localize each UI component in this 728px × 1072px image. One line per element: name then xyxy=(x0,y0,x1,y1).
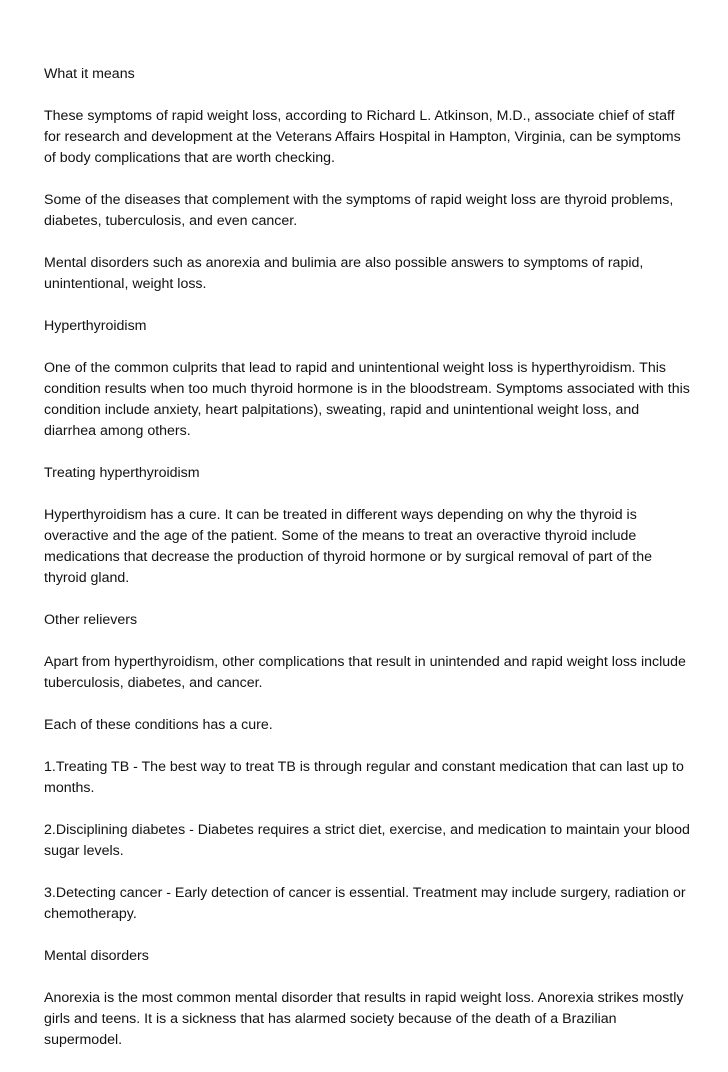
paragraph-mental-disorders-intro: Mental disorders such as anorexia and bulimia are also possible answers to symptoms of rapid, unintentional, weight loss. xyxy=(44,255,644,292)
paragraph-treating-hyperthyroidism: Hyperthyroidism has a cure. It can be treated in different ways depending on why the thyroid is overactive and the age of the patient. Some of the means to treat an overactive thyroid include medications that decrease the production of thyroid hormone or by surgical removal of part of the thyroid gland. xyxy=(44,507,653,586)
heading-mental-disorders: Mental disorders xyxy=(44,948,149,964)
list-item-treating-tb: 1.Treating TB - The best way to treat TB is through regular and constant medication that can last up to months. xyxy=(44,759,684,796)
heading-what-it-means: What it means xyxy=(44,66,135,82)
paragraph-other-relievers: Apart from hyperthyroidism, other complications that result in unintended and rapid weight loss include tuberculosis, diabetes, and cancer. xyxy=(44,654,686,691)
list-item-detecting-cancer: 3.Detecting cancer - Early detection of cancer is essential. Treatment may include surgery, radiation or chemotherapy. xyxy=(44,885,686,922)
paragraph-anorexia: Anorexia is the most common mental disorder that results in rapid weight loss. Anorexia strikes mostly girls and teens. It is a sickness that has alarmed society because of the death of a Brazilian supermodel. xyxy=(44,990,684,1048)
document-page xyxy=(44,64,694,1072)
list-item-disciplining-diabetes: 2.Disciplining diabetes - Diabetes requires a strict diet, exercise, and medication to maintain your blood sugar levels. xyxy=(44,822,690,859)
paragraph-each-has-cure: Each of these conditions has a cure. xyxy=(44,717,273,733)
paragraph-symptoms-atkinson: These symptoms of rapid weight loss, according to Richard L. Atkinson, M.D., associate chief of staff for research and development at the Veterans Affairs Hospital in Hampton, Virginia, can be symptoms of body complications that are worth checking. xyxy=(44,108,681,166)
paragraph-diseases: Some of the diseases that complement with the symptoms of rapid weight loss are thyroid problems, diabetes, tuberculosis, and even cancer. xyxy=(44,192,674,229)
paragraph-hyperthyroidism: One of the common culprits that lead to rapid and unintentional weight loss is hyperthyroidism. This condition results when too much thyroid hormone is in the bloodstream. Symptoms associated with this condition include anxiety, heart palpitations), sweating, rapid and unintentional weight loss, and diarrhea among others. xyxy=(44,360,690,439)
heading-treating-hyperthyroidism: Treating hyperthyroidism xyxy=(44,465,200,481)
heading-hyperthyroidism: Hyperthyroidism xyxy=(44,318,147,334)
heading-other-relievers: Other relievers xyxy=(44,612,138,628)
